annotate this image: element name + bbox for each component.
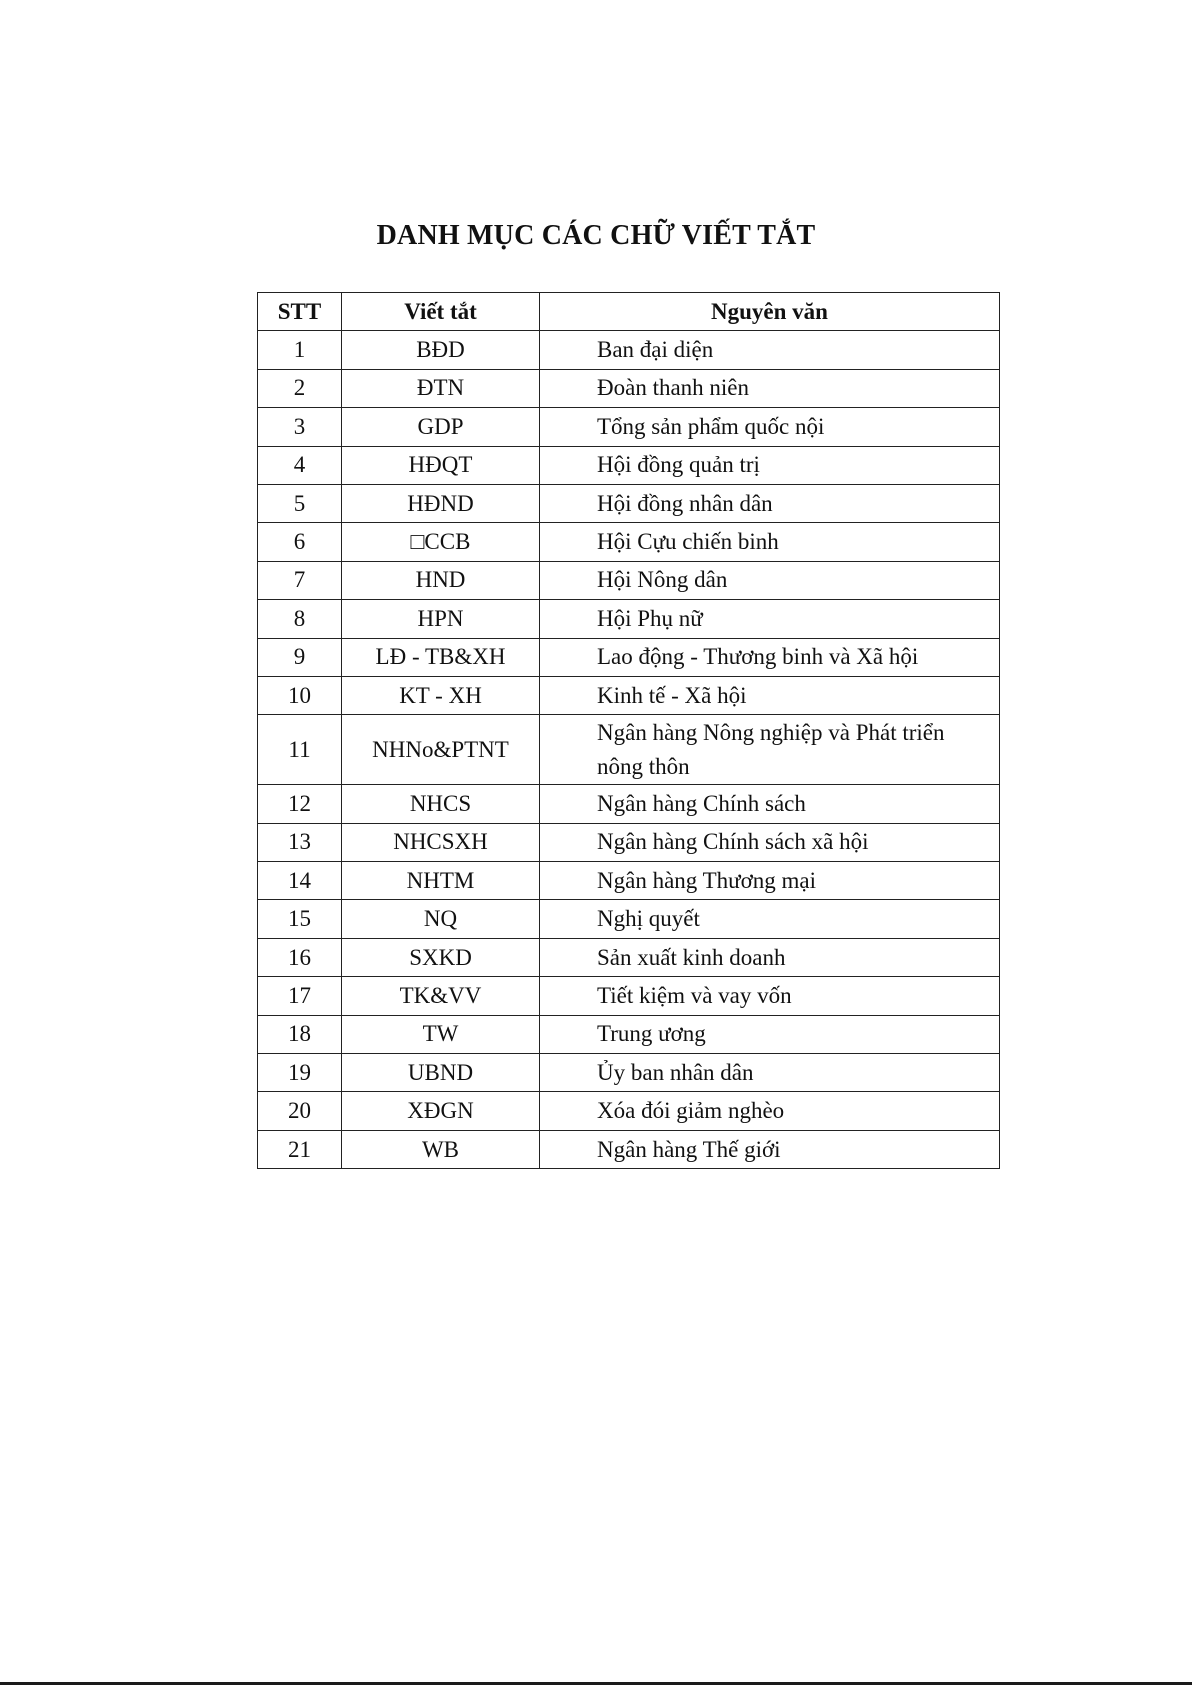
cell-abbr: WB [342, 1130, 540, 1168]
table-row [258, 862, 1000, 900]
cell-full: Hội Nông dân [540, 561, 1000, 599]
table-row [258, 823, 1000, 861]
table-row [258, 484, 1000, 522]
table-row [258, 561, 1000, 599]
cell-stt: 14 [258, 862, 342, 900]
table-row [258, 676, 1000, 714]
table-row [258, 977, 1000, 1015]
cell-abbr: KT - XH [342, 676, 540, 714]
cell-full: Ban đại diện [540, 331, 1000, 369]
cell-stt: 11 [258, 715, 342, 785]
cell-stt: 16 [258, 938, 342, 976]
cell-abbr: NHTM [342, 862, 540, 900]
cell-abbr: TK&VV [342, 977, 540, 1015]
cell-full: Sản xuất kinh doanh [540, 938, 1000, 976]
cell-abbr: GDP [342, 408, 540, 446]
page-title: DANH MỤC CÁC CHỮ VIẾT TẮT [376, 220, 816, 251]
cell-stt: 10 [258, 676, 342, 714]
cell-abbr: □CCB [342, 523, 540, 561]
cell-abbr: XĐGN [342, 1092, 540, 1130]
table-header-row [258, 293, 1000, 331]
cell-stt: 4 [258, 446, 342, 484]
cell-stt: 13 [258, 823, 342, 861]
cell-stt: 19 [258, 1054, 342, 1092]
cell-full: Ngân hàng Thế giới [540, 1130, 1000, 1168]
table-row [258, 638, 1000, 676]
table-row [258, 1130, 1000, 1168]
cell-full: Tổng sản phẩm quốc nội [540, 408, 1000, 446]
cell-abbr: HPN [342, 600, 540, 638]
header-abbr: Viết tắt [342, 293, 540, 331]
cell-full: Trung ương [540, 1015, 1000, 1053]
cell-full: Ngân hàng Chính sách xã hội [540, 823, 1000, 861]
cell-stt: 5 [258, 484, 342, 522]
cell-abbr: BĐD [342, 331, 540, 369]
table-row [258, 600, 1000, 638]
cell-full: Ngân hàng Thương mại [540, 862, 1000, 900]
cell-stt: 6 [258, 523, 342, 561]
cell-stt: 7 [258, 561, 342, 599]
header-full: Nguyên văn [540, 293, 1000, 331]
cell-full: Hội Phụ nữ [540, 600, 1000, 638]
cell-stt: 9 [258, 638, 342, 676]
table-row [258, 900, 1000, 938]
cell-stt: 18 [258, 1015, 342, 1053]
cell-abbr: NQ [342, 900, 540, 938]
table-body [258, 331, 1000, 1169]
cell-stt: 8 [258, 600, 342, 638]
cell-stt: 15 [258, 900, 342, 938]
cell-stt: 3 [258, 408, 342, 446]
cell-abbr: LĐ - TB&XH [342, 638, 540, 676]
table-row [258, 523, 1000, 561]
cell-stt: 2 [258, 369, 342, 407]
table-row [258, 785, 1000, 823]
table-row [258, 369, 1000, 407]
cell-full: Nghị quyết [540, 900, 1000, 938]
table-row [258, 1054, 1000, 1092]
cell-full: Lao động - Thương binh và Xã hội [540, 638, 1000, 676]
header-stt: STT [258, 293, 342, 331]
cell-full: Đoàn thanh niên [540, 369, 1000, 407]
table-row [258, 938, 1000, 976]
cell-stt: 12 [258, 785, 342, 823]
cell-full: Hội đồng quản trị [540, 446, 1000, 484]
cell-stt: 21 [258, 1130, 342, 1168]
cell-full: Ngân hàng Nông nghiệp và Phát triển nông thôn [540, 715, 1000, 785]
cell-full: Ủy ban nhân dân [540, 1054, 1000, 1092]
cell-abbr: NHCSXH [342, 823, 540, 861]
table-row [258, 1015, 1000, 1053]
table-row [258, 715, 1000, 785]
cell-abbr: NHNo&PTNT [342, 715, 540, 785]
cell-abbr: SXKD [342, 938, 540, 976]
table-row [258, 331, 1000, 369]
cell-full: Xóa đói giảm nghèo [540, 1092, 1000, 1130]
table-row [258, 408, 1000, 446]
cell-abbr: HĐQT [342, 446, 540, 484]
table-row [258, 1092, 1000, 1130]
cell-abbr: HND [342, 561, 540, 599]
table-row [258, 446, 1000, 484]
cell-full: Hội đồng nhân dân [540, 484, 1000, 522]
cell-abbr: HĐND [342, 484, 540, 522]
cell-full: Tiết kiệm và vay vốn [540, 977, 1000, 1015]
cell-abbr: NHCS [342, 785, 540, 823]
cell-abbr: UBND [342, 1054, 540, 1092]
cell-stt: 20 [258, 1092, 342, 1130]
cell-stt: 17 [258, 977, 342, 1015]
cell-full: Ngân hàng Chính sách [540, 785, 1000, 823]
cell-stt: 1 [258, 331, 342, 369]
cell-abbr: ĐTN [342, 369, 540, 407]
cell-full: Hội Cựu chiến binh [540, 523, 1000, 561]
abbreviation-table [257, 292, 1000, 1169]
cell-full: Kinh tế - Xã hội [540, 676, 1000, 714]
cell-abbr: TW [342, 1015, 540, 1053]
